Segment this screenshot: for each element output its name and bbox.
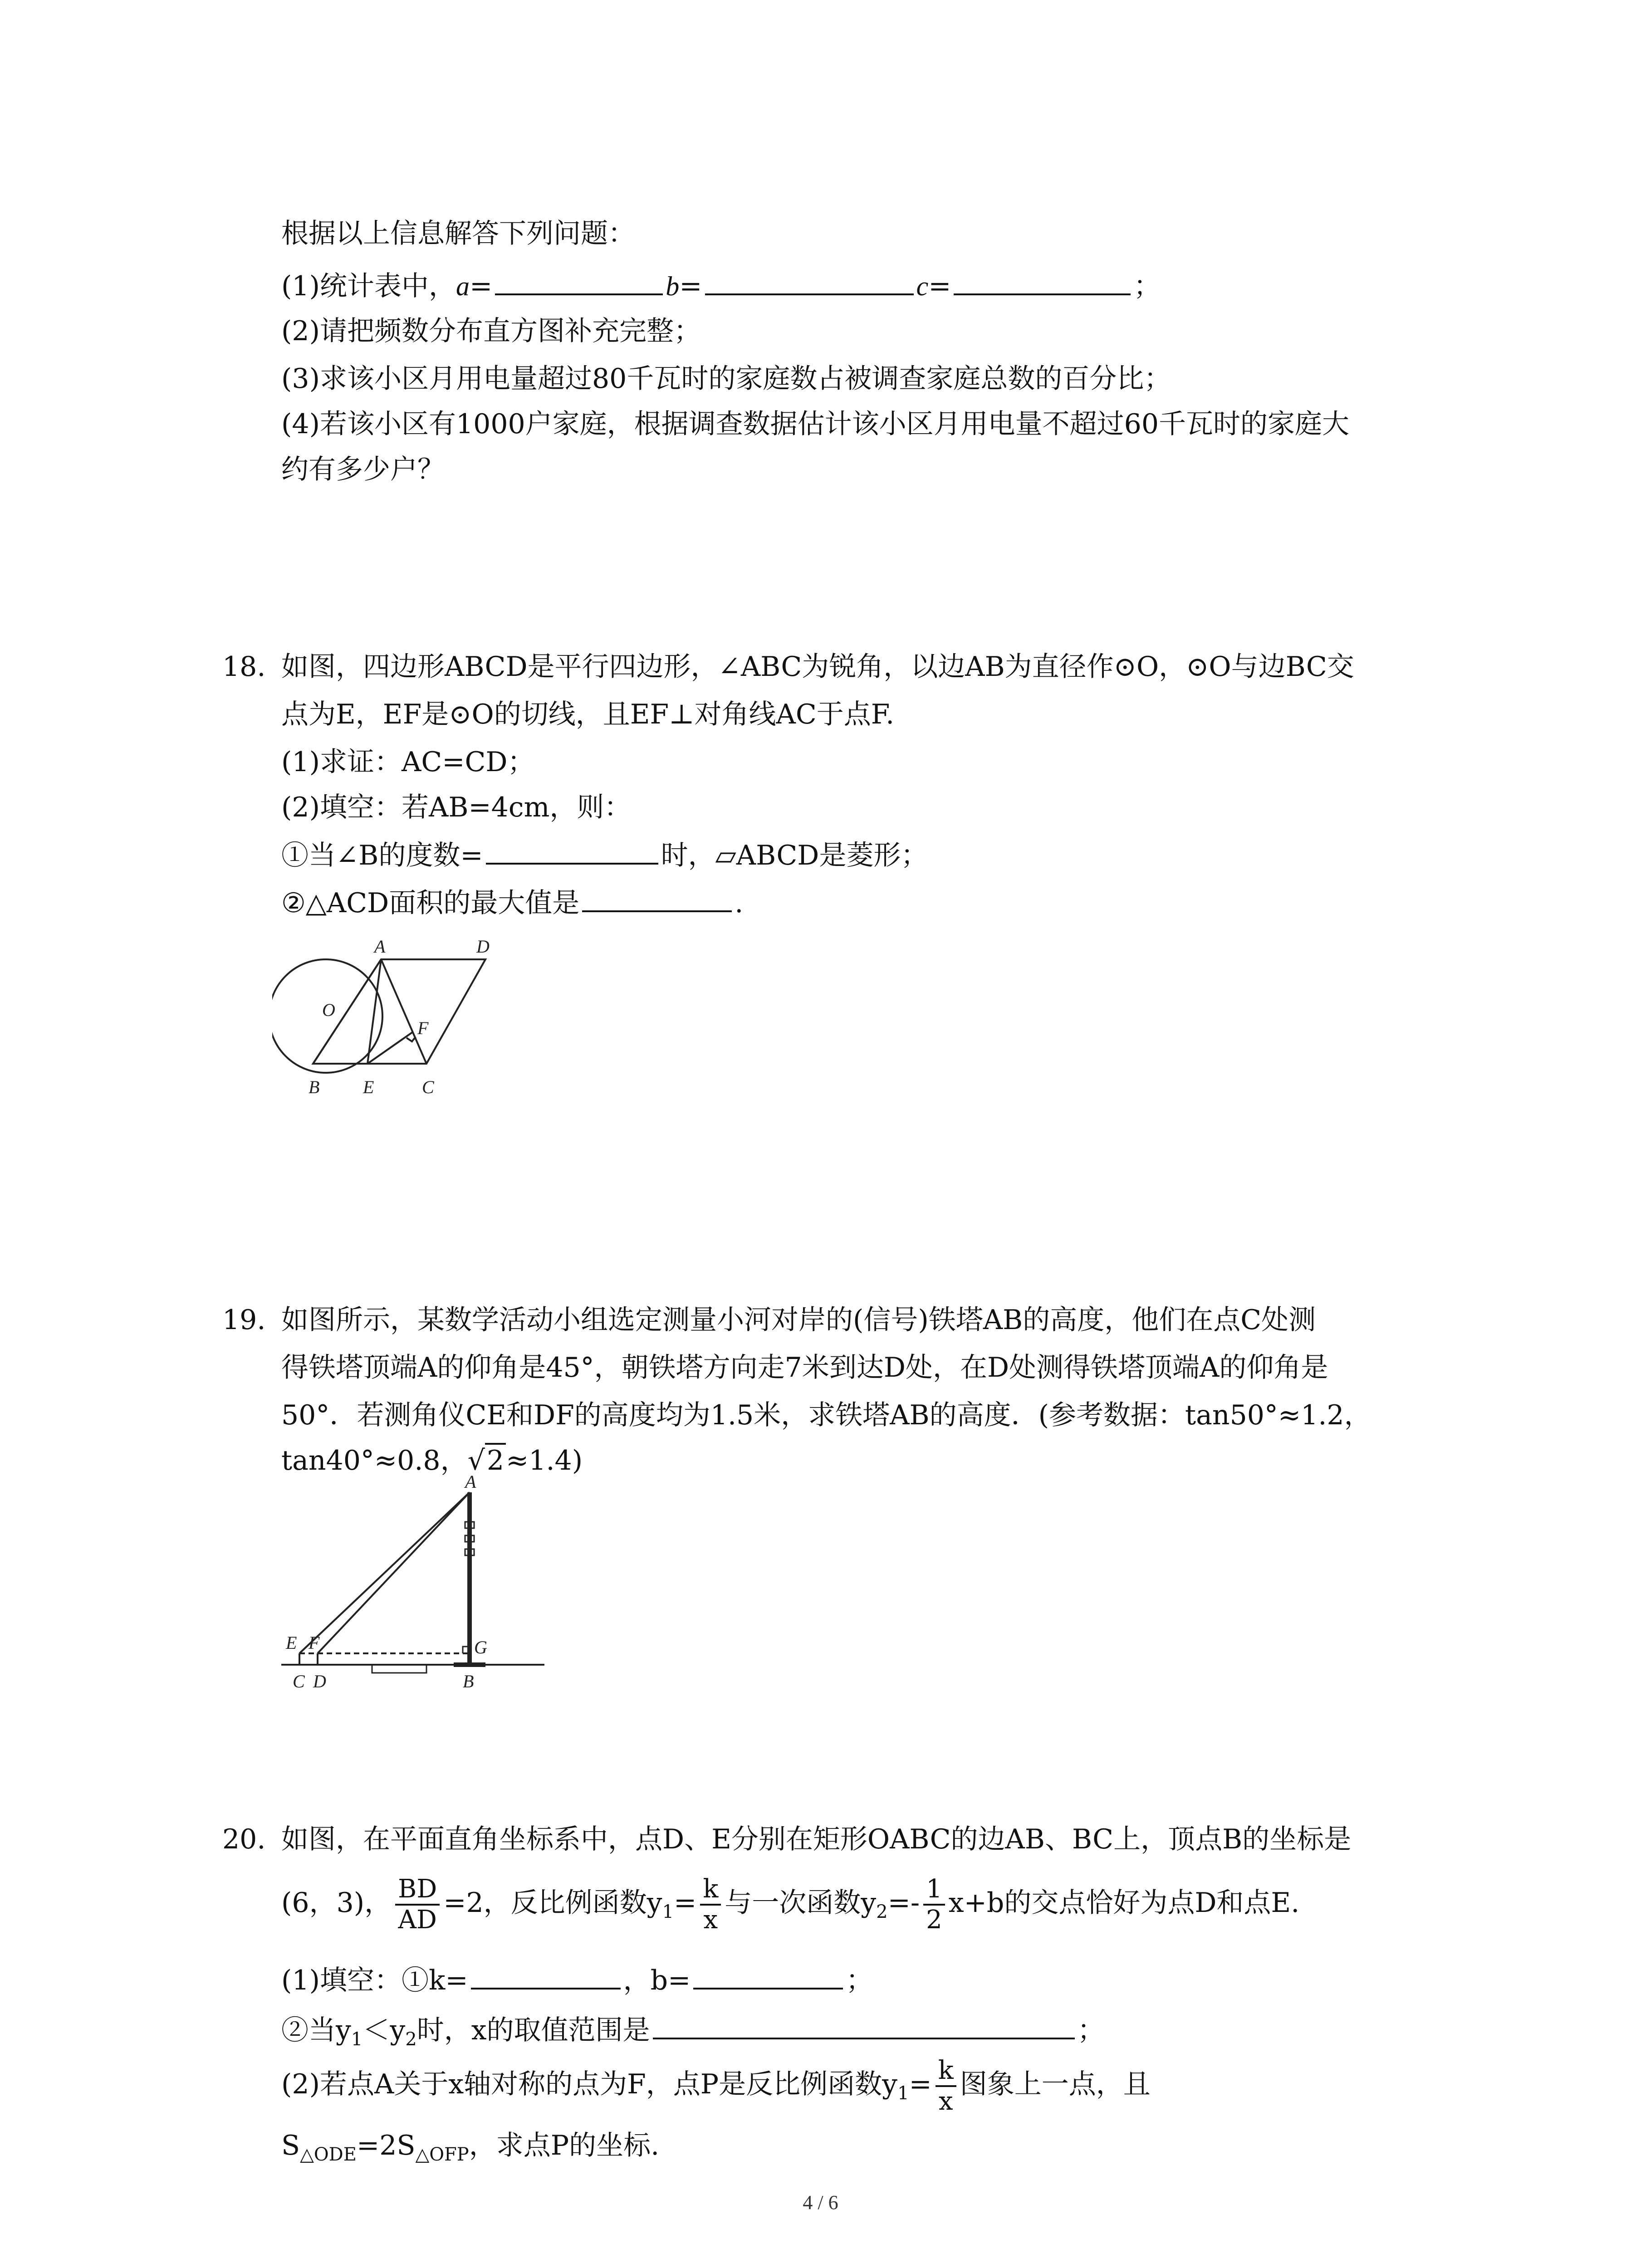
q19-line3: 50°．若测角仪CE和DF的高度均为1.5米，求铁塔AB的高度．(参考数据：tan50°≈1.2， <box>281 1399 1372 1431</box>
blank-max-area[interactable] <box>582 882 732 912</box>
label-d: D <box>313 1671 326 1691</box>
intro-line: 根据以上信息解答下列问题： <box>281 218 635 249</box>
label-f: F <box>417 1018 429 1038</box>
q17-part2: (2)请把频数分布直方图补充完整； <box>281 315 701 347</box>
q18-number: 18. <box>222 651 266 683</box>
right-angle-mark <box>407 1037 416 1041</box>
q19-number: 19. <box>222 1304 266 1336</box>
label-b: B <box>309 1077 320 1097</box>
label-d: D <box>476 936 490 957</box>
blank-x-range[interactable] <box>653 2009 1075 2039</box>
blank-a[interactable] <box>495 265 663 295</box>
sightline-e <box>299 1492 470 1653</box>
q18-part2: (2)填空：若AB=4cm，则： <box>281 792 632 823</box>
label-f: F <box>309 1633 320 1653</box>
tangent-ef <box>367 1032 413 1064</box>
q18-line2: 点为E，EF是⊙O的切线，且EF⊥对角线AC于点F. <box>281 699 895 730</box>
label-o: O <box>322 1000 335 1020</box>
label-c: C <box>293 1671 305 1691</box>
river <box>372 1665 426 1673</box>
q20-part2: (2)若点A关于x轴对称的点为F，点P是反比例函数$y_1=$ $\frac{k}{x}$ 图象上一点，且 <box>281 2056 1151 2116</box>
q20-part1: (1)填空：①k= ，b= ； <box>281 1960 873 1999</box>
blank-b[interactable] <box>705 265 914 295</box>
sightline-f <box>318 1492 470 1653</box>
q17-part3: (3)求该小区月用电量超过80千瓦时的家庭数占被调查家庭总数的百分比； <box>281 363 1171 395</box>
sqrt-symbol: √ <box>467 1445 485 1476</box>
fraction-half: $\frac{1}{2}$ <box>923 1875 945 1935</box>
q19-line1: 如图所示，某数学活动小组选定测量小河对岸的(信号)铁塔AB的高度，他们在点C处测 <box>281 1304 1316 1336</box>
q19-line2: 得铁塔顶端A的仰角是45°，朝铁塔方向走7米到达D处，在D处测得铁塔顶端A的仰角是 <box>281 1352 1328 1383</box>
label-b: B <box>463 1671 474 1691</box>
q18-part2b: ②△ACD面积的最大值是 . <box>281 882 743 921</box>
page-number: 4 / 6 <box>803 2191 838 2214</box>
fraction-bd-ad: $\frac{BD}{AD}$ <box>395 1875 440 1935</box>
blank-angle-b[interactable] <box>486 835 658 865</box>
q17-part4-line2: 约有多少户？ <box>281 454 445 485</box>
label-a: A <box>374 936 386 957</box>
q18-line1: 如图，四边形ABCD是平行四边形，∠ABC为锐角，以边AB为直径作⊙O，⊙O与边BC交 <box>281 651 1354 683</box>
blank-b[interactable] <box>693 1960 843 1989</box>
blank-c[interactable] <box>954 265 1131 295</box>
label-a: A <box>465 1474 476 1492</box>
segment-ae <box>367 959 381 1064</box>
parallelogram-abcd <box>313 959 485 1064</box>
q19-line4: tan40°≈0.8，√2≈1.4) <box>281 1442 583 1479</box>
q17-part1: (1)统计表中，a= b= c= ； <box>281 265 1161 304</box>
label-e: E <box>286 1633 297 1653</box>
blank-k[interactable] <box>471 1960 621 1989</box>
q20-part1b: ②当$y_1<y_2$时，x的取值范围是 ； <box>281 2009 1105 2058</box>
q17-part4-line1: (4)若该小区有1000户家庭，根据调查数据估计该小区月用电量不超过60千瓦时的家庭大 <box>281 408 1350 440</box>
q20-line2: (6，3)， $\frac{BD}{AD}$ =2，反比例函数$y_1=$ $\frac{k}{x}$ 与一次函数$y_2=-$ $\frac{1}{2}$ x+b的交点恰好为点D和点E. <box>281 1874 1300 1935</box>
q18-part2a: ①当∠B的度数= 时，▱ABCD是菱形； <box>281 835 928 874</box>
q20-number: 20. <box>222 1823 266 1855</box>
q18-part1: (1)求证：AC=CD； <box>281 746 535 778</box>
q19-figure <box>272 1474 563 1701</box>
q20-line1: 如图，在平面直角坐标系中，点D、E分别在矩形OABC的边AB、BC上，顶点B的坐标是 <box>281 1823 1352 1855</box>
label-c: C <box>422 1077 434 1097</box>
label-e: E <box>363 1077 374 1097</box>
q20-part3: $S_{\triangle ODE}=2S_{\triangle OFP}$，求点P的坐标. <box>281 2130 660 2165</box>
label-g: G <box>474 1637 487 1657</box>
q18-figure <box>272 930 508 1098</box>
fraction-k-x: $\frac{k}{x}$ <box>700 1875 721 1935</box>
diagonal-ac <box>381 959 426 1064</box>
fraction-k-x-2: $\frac{k}{x}$ <box>936 2056 956 2116</box>
